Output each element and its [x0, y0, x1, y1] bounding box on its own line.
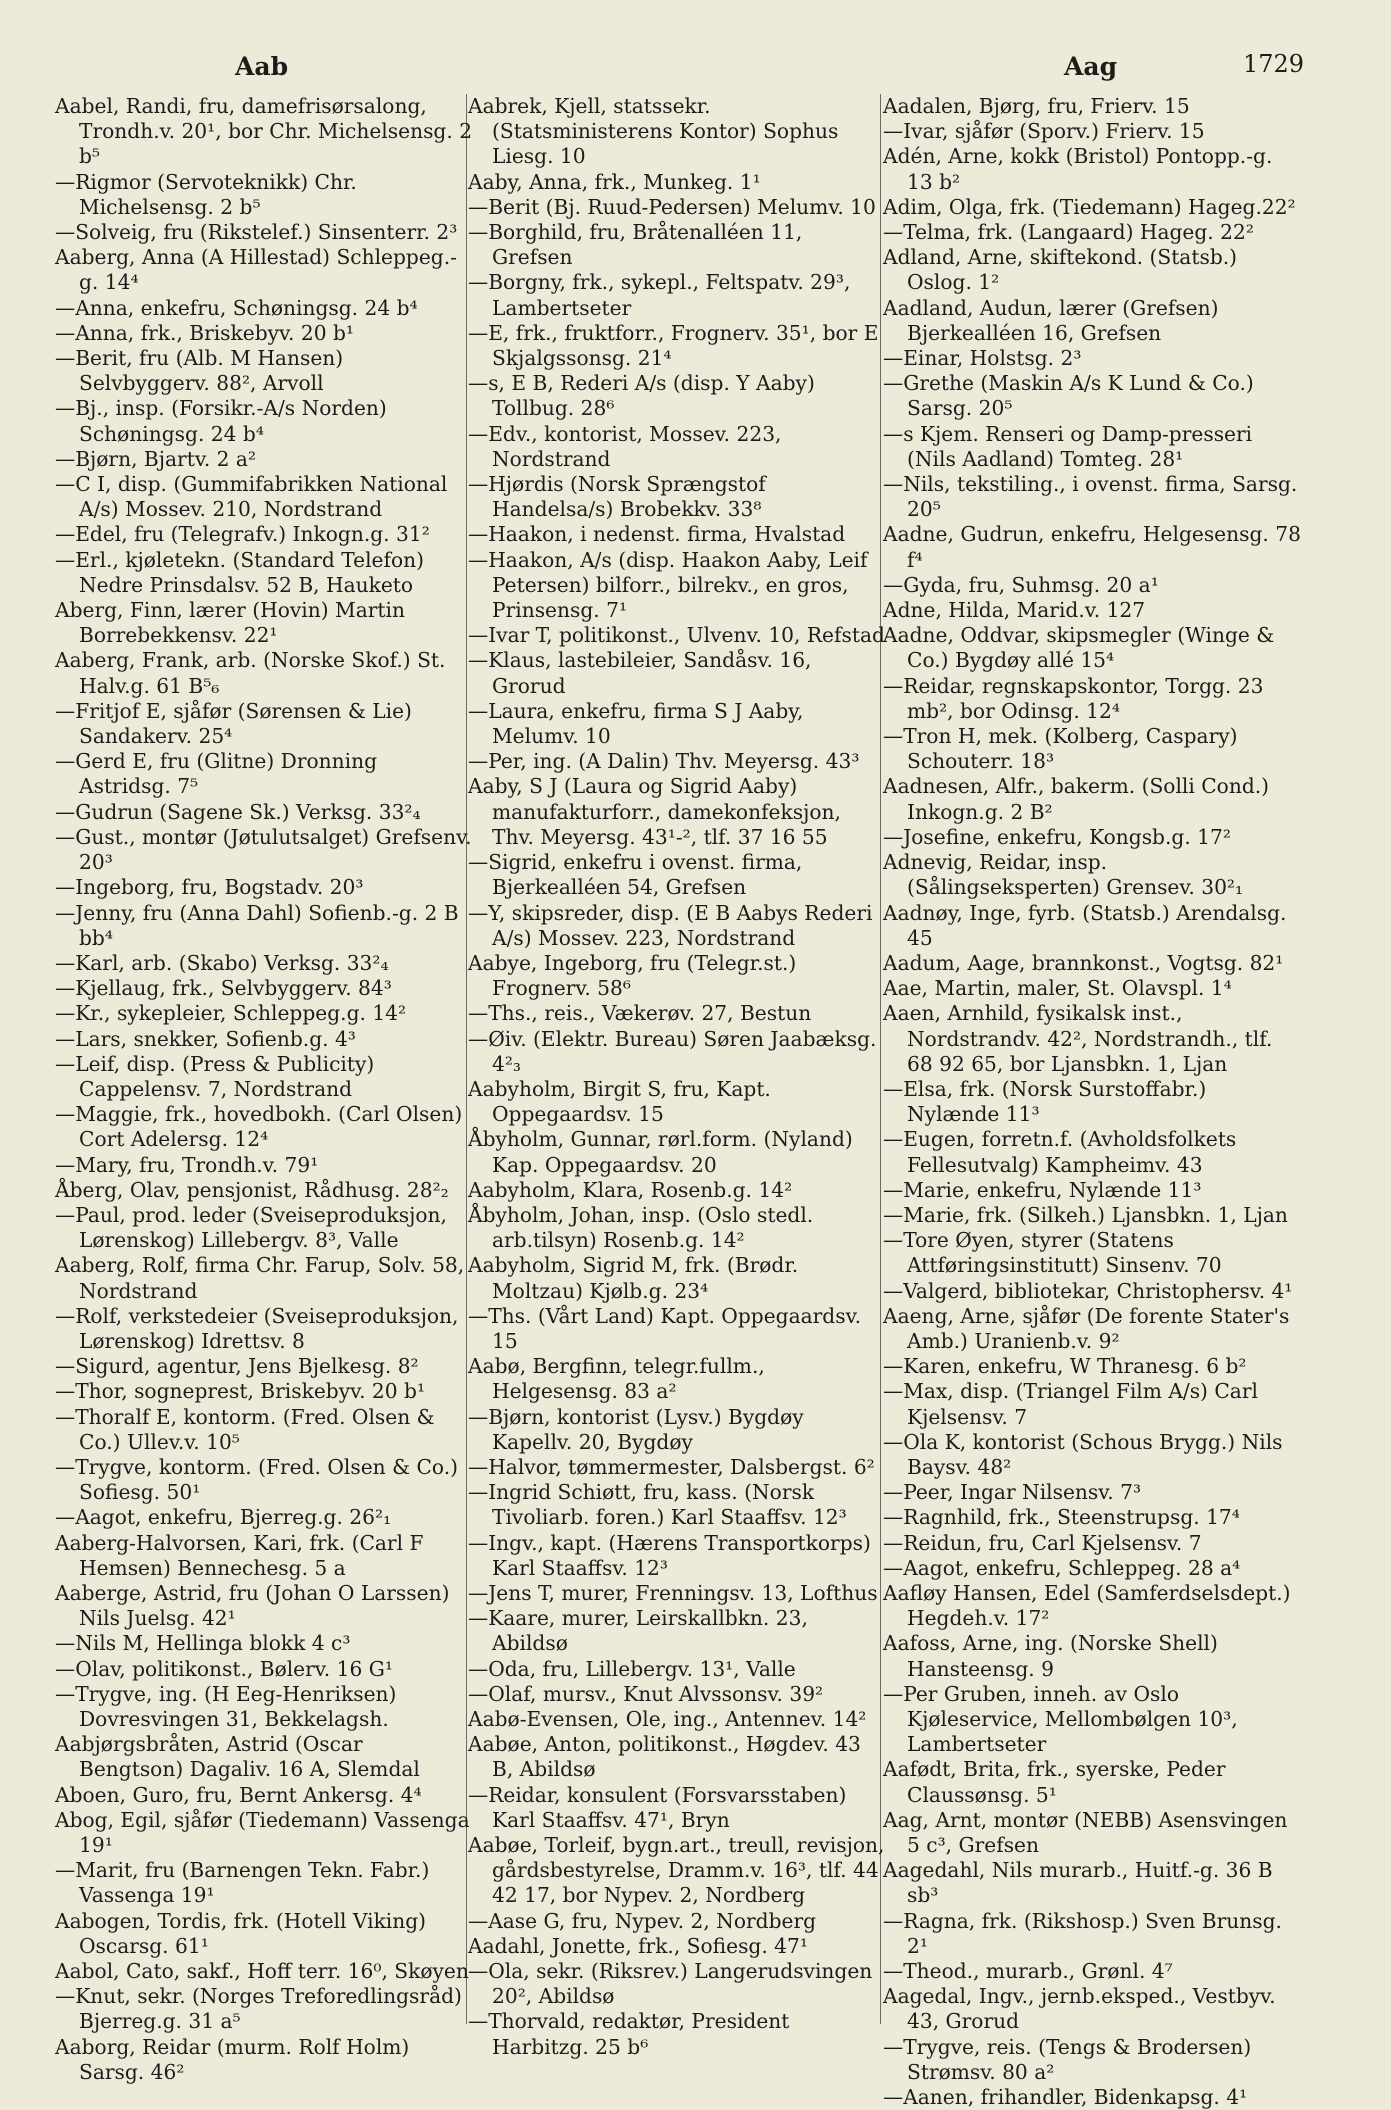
directory-entry: —Berit, fru (Alb. M Hansen) Selvbyggerv. 88², Arvoll — [55, 346, 344, 396]
directory-entry: —Elsa, frk. (Norsk Surstoffabr.) Nylænde 11³ — [883, 1076, 1207, 1127]
directory-entry: —Ola K, kontorist (Schous Brygg.) Nils Baysv. 48² — [883, 1429, 1283, 1479]
directory-entry: —Olav, politikonst., Bølerv. 16 G¹ — [55, 1656, 393, 1681]
directory-entry: Aabø-Evensen, Ole, ing., Antennev. 14² — [468, 1707, 867, 1731]
directory-column-2 — [468, 94, 886, 2059]
directory-entry: —Edel, fru (Telegrafv.) Inkogn.g. 31² — [55, 522, 430, 547]
directory-entry: Aabyholm, Klara, Rosenb.g. 14² — [468, 1177, 793, 1202]
directory-entry: —Borghild, fru, Bråtenalléen 11, Grefsen — [468, 220, 803, 270]
directory-entry: Aafoss, Arne, ing. (Norske Shell) Hansteensg. 9 — [883, 1631, 1218, 1681]
directory-entry: Åbyholm, Johan, insp. (Oslo stedl. arb.tilsyn) Rosenb.g. 14² — [468, 1202, 814, 1253]
directory-entry: —Karen, enkefru, W Thranesg. 6 b² — [883, 1354, 1247, 1379]
header-right-guide-word: Aag — [1064, 52, 1118, 81]
directory-entry: —Berit (Bj. Ruud-Pedersen) Melumv. 10 — [468, 194, 876, 219]
directory-entry: —Fritjof E, sjåfør (Sørensen & Lie) Sandakerv. 25⁴ — [55, 698, 412, 749]
directory-entry: Aaborg, Reidar (murm. Rolf Holm) Sarsg. 46² — [55, 2034, 410, 2084]
directory-entry: —Knut, sekr. (Norges Treforedlingsråd) Bjerreg.g. 31 a⁵ — [55, 1984, 462, 2034]
directory-entry: Aabyholm, Sigrid M, frk. (Brødr. Moltzau) Kjølb.g. 23⁴ — [468, 1253, 799, 1303]
directory-entry: Aadland, Audun, lærer (Grefsen) Bjerkealléen 16, Grefsen — [883, 295, 1219, 345]
directory-entry: Aabel, Randi, fru, damefrisørsalong, Trondh.v. 20¹, bor Chr. Michelsensg. 2 b⁵ — [55, 94, 473, 169]
directory-entry: —Lars, snekker, Sofienb.g. 4³ — [55, 1026, 356, 1051]
directory-entry: —Kjellaug, frk., Selvbyggerv. 84³ — [55, 976, 392, 1001]
directory-entry: Aabøe, Torleif, bygn.art., treull, revisjon, gårdsbestyrelse, Dramm.v. 16³, tlf. 44 42 17, bor Nypev. 2, Nordberg — [468, 1833, 885, 1908]
directory-entry: Adne, Hilda, Marid.v. 127 — [883, 598, 1146, 623]
directory-entry: —Trygve, reis. (Tengs & Brodersen) Strømsv. 80 a² — [883, 2034, 1252, 2084]
directory-column-3 — [883, 94, 1301, 2110]
directory-entry: —Ingrid Schiøtt, fru, kass. (Norsk Tivoliarb. foren.) Karl Staaffsv. 12³ — [468, 1480, 847, 1530]
directory-entry: —Marit, fru (Barnengen Tekn. Fabr.) Vassenga 19¹ — [55, 1858, 430, 1908]
directory-entry: Adim, Olga, frk. (Tiedemann) Hageg.22² — [883, 194, 1296, 219]
directory-entry: —Valgerd, bibliotekar, Christophersv. 4¹ — [883, 1278, 1293, 1303]
directory-entry: Aadnesen, Alfr., bakerm. (Solli Cond.) Inkogn.g. 2 B² — [883, 774, 1270, 824]
directory-entry: —Max, disp. (Triangel Film A/s) Carl Kjelsensv. 7 — [883, 1379, 1258, 1429]
directory-entry: —Klaus, lastebileier, Sandåsv. 16, Grorud — [468, 648, 812, 698]
directory-entry: Aaberg, Frank, arb. (Norske Skof.) St. Halv.g. 61 B⁵₆ — [55, 648, 446, 698]
directory-entry: —Trygve, ing. (H Eeg-Henriksen) Dovresvingen 31, Bekkelagsh. — [55, 1681, 397, 1731]
directory-entry: —Reidar, konsulent (Forsvarsstaben) Karl Staaffsv. 47¹, Bryn — [468, 1782, 847, 1832]
directory-entry: Aafløy Hansen, Edel (Samferdselsdept.) Hegdeh.v. 17² — [883, 1580, 1291, 1631]
directory-entry: Aaeng, Arne, sjåfør (De forente Stater's Amb.) Uranienb.v. 9² — [883, 1303, 1290, 1353]
directory-entry: Aaberg-Halvorsen, Kari, frk. (Carl F Hemsen) Bennechesg. 5 a — [55, 1530, 424, 1580]
directory-entry: —Ivar, sjåfør (Sporv.) Frierv. 15 — [883, 119, 1205, 144]
directory-entry: —Trygve, kontorm. (Fred. Olsen & Co.) Sofiesg. 50¹ — [55, 1454, 458, 1505]
directory-entry: —Paul, prod. leder (Sveiseproduksjon, Lørenskog) Lillebergv. 8³, Valle — [55, 1202, 447, 1253]
directory-entry: —Hjørdis (Norsk Sprængstof Handelsa/s) Brobekkv. 33⁸ — [468, 472, 766, 522]
directory-entry: —Edv., kontorist, Mossev. 223, Nordstrand — [468, 421, 782, 471]
directory-entry: —Haakon, A/s (disp. Haakon Aaby, Leif Petersen) bilforr., bilrekv., en gros, Prinsensg. 7¹ — [468, 547, 868, 623]
directory-entry: —Einar, Holstsg. 2³ — [883, 346, 1082, 371]
directory-entry: Åberg, Olav, pensjonist, Rådhusg. 28²₂ — [55, 1177, 449, 1202]
directory-entry: —Per Gruben, inneh. av Oslo Kjøleservice, Mellombølgen 10³, Lambertseter — [883, 1681, 1238, 1757]
directory-entry: Aabol, Cato, sakf., Hoff terr. 16⁰, Skøyen — [55, 1959, 469, 1984]
directory-entry: Åbyholm, Gunnar, rørl.form. (Nyland) Kap. Oppegaardsv. 20 — [468, 1127, 853, 1177]
directory-entry: Aaen, Arnhild, fysikalsk inst., Nordstrandv. 42², Nordstrandh., tlf. 68 92 65, bor Ljansbkn. 1, Ljan — [883, 1001, 1273, 1076]
directory-entry: —Grethe (Maskin A/s K Lund & Co.) Sarsg. 20⁵ — [883, 371, 1254, 421]
directory-entry: Aadalen, Bjørg, fru, Frierv. 15 — [883, 94, 1190, 118]
directory-entry: —Bjørn, Bjartv. 2 a² — [55, 446, 257, 471]
directory-entry: —Tore Øyen, styrer (Statens Attføringsinstitutt) Sinsenv. 70 — [883, 1228, 1222, 1278]
directory-entry: —Aanen, frihandler, Bidenkapsg. 4¹ — [883, 2085, 1248, 2110]
directory-entry: —Erl., kjøletekn. (Standard Telefon) Nedre Prinsdalsv. 52 B, Hauketo — [55, 547, 425, 597]
directory-entry: —Thor, sogneprest, Briskebyv. 20 b¹ — [55, 1379, 426, 1404]
directory-entry: —s Kjem. Renseri og Damp-presseri (Nils Aadland) Tomteg. 28¹ — [883, 421, 1253, 471]
directory-entry: —Borgny, frk., sykepl., Feltspatv. 29³, Lambertseter — [468, 270, 851, 320]
directory-entry: —Karl, arb. (Skabo) Verksg. 33²₄ — [55, 950, 389, 975]
directory-entry: —Jens T, murer, Frenningsv. 13, Lofthus — [468, 1580, 878, 1605]
directory-entry: —Kaare, murer, Leirskallbkn. 23, Abildsø — [468, 1606, 808, 1656]
directory-entry: Aagedahl, Nils murarb., Huitf.-g. 36 B sb³ — [883, 1858, 1273, 1908]
directory-entry: —Reidun, fru, Carl Kjelsensv. 7 — [883, 1530, 1202, 1555]
directory-entry: —Marie, frk. (Silkeh.) Ljansbkn. 1, Ljan — [883, 1202, 1288, 1227]
directory-entry: Aabye, Ingeborg, fru (Telegr.st.) Frognerv. 58⁶ — [468, 950, 797, 1001]
directory-entry: Aae, Martin, maler, St. Olavspl. 1⁴ — [883, 976, 1232, 1001]
directory-entry: —E, frk., fruktforr., Frognerv. 35¹, bor E Skjalgssonsg. 21⁴ — [468, 320, 879, 371]
directory-entry: —Bj., insp. (Forsikr.-A/s Norden) Schøningsg. 24 b⁴ — [55, 396, 387, 446]
directory-entry: Aaby, S J (Laura og Sigrid Aaby) manufakturforr., damekonfeksjon, Thv. Meyersg. 43¹-², tlf. 37 16 55 — [468, 774, 841, 849]
directory-entry: —Tron H, mek. (Kolberg, Caspary) Schouterr. 18³ — [883, 724, 1238, 774]
directory-entry: Aag, Arnt, montør (NEBB) Asensvingen 5 c³, Grefsen — [883, 1807, 1288, 1858]
directory-entry: —Rigmor (Servoteknikk) Chr. Michelsensg. 2 b⁵ — [55, 169, 357, 219]
directory-entry: —Laura, enkefru, firma S J Aaby, Melumv. 10 — [468, 698, 804, 749]
directory-entry: —Ingv., kapt. (Hærens Transportkorps) Karl Staaffsv. 12³ — [468, 1530, 871, 1580]
directory-entry: —Haakon, i nedenst. firma, Hvalstad — [468, 522, 846, 547]
directory-entry: —Aase G, fru, Nypev. 2, Nordberg — [468, 1908, 817, 1933]
directory-entry: —Ingeborg, fru, Bogstadv. 20³ — [55, 875, 364, 900]
directory-entry: —Reidar, regnskapskontor, Torgg. 23 mb², bor Odinsg. 12⁴ — [883, 673, 1264, 723]
directory-entry: —Ivar T, politikonst., Ulvenv. 10, Refstad — [468, 623, 885, 648]
directory-entry: Aabøe, Anton, politikonst., Høgdev. 43 B, Abildsø — [468, 1732, 861, 1782]
directory-entry: —Aagot, enkefru, Bjerreg.g. 26²₁ — [55, 1505, 392, 1530]
directory-entry: —Mary, fru, Trondh.v. 79¹ — [55, 1152, 319, 1177]
directory-entry: —Y, skipsreder, disp. (E B Aabys Rederi A/s) Mossev. 223, Nordstrand — [468, 900, 873, 950]
directory-entry: —Thoralf E, kontorm. (Fred. Olsen & Co.) Ullev.v. 10⁵ — [55, 1404, 435, 1454]
directory-entry: —Ths. (Vårt Land) Kapt. Oppegaardsv. 15 — [468, 1303, 862, 1353]
directory-entry: Aagedal, Ingv., jernb.eksped., Vestbyv. 43, Grorud — [883, 1984, 1276, 2034]
directory-entry: Aabø, Bergfinn, telegr.fullm., Helgesensg. 83 a² — [468, 1354, 765, 1404]
directory-entry: Aadnøy, Inge, fyrb. (Statsb.) Arendalsg. 45 — [883, 900, 1287, 950]
directory-entry: —Sigrid, enkefru i ovenst. firma, Bjerkealléen 54, Grefsen — [468, 850, 803, 900]
directory-entry: Aabogen, Tordis, frk. (Hotell Viking) Oscarsg. 61¹ — [55, 1908, 427, 1958]
directory-entry: —Josefine, enkefru, Kongsb.g. 17² — [883, 824, 1231, 849]
directory-entry: —Halvor, tømmermester, Dalsbergst. 6² — [468, 1454, 875, 1479]
page-header — [0, 0, 1391, 96]
directory-entry: Adnevig, Reidar, insp. (Sålingseksperten) Grensev. 30²₁ — [883, 850, 1244, 900]
directory-entry: —Rolf, verkstedeier (Sveiseproduksjon, Lørenskog) Idrettsv. 8 — [55, 1303, 459, 1353]
directory-entry: —Gyda, fru, Suhmsg. 20 a¹ — [883, 572, 1159, 597]
directory-entry: Aafødt, Brita, frk., syerske, Peder Claussønsg. 5¹ — [883, 1757, 1226, 1807]
directory-entry: —Kr., sykepleier, Schleppeg.g. 14² — [55, 1001, 407, 1026]
directory-entry: Aabrek, Kjell, statssekr. (Statsministerens Kontor) Sophus Liesg. 10 — [468, 94, 839, 169]
directory-entry: —Eugen, forretn.f. (Avholdsfolkets Fellesutvalg) Kampheimv. 43 — [883, 1127, 1237, 1177]
directory-entry: —Marie, enkefru, Nylænde 11³ — [883, 1177, 1202, 1202]
directory-entry: —Ola, sekr. (Riksrev.) Langerudsvingen 20², Abildsø — [468, 1959, 873, 2009]
directory-entry: —Ths., reis., Vækerøv. 27, Bestun — [468, 1001, 812, 1026]
directory-entry: —Ragna, frk. (Rikshosp.) Sven Brunsg. 2¹ — [883, 1908, 1282, 1958]
directory-entry: —Øiv. (Elektr. Bureau) Søren Jaabæksg. 4²₃ — [468, 1026, 877, 1076]
directory-entry: Aabyholm, Birgit S, fru, Kapt. Oppegaardsv. 15 — [468, 1076, 771, 1127]
directory-entry: —Solveig, fru (Rikstelef.) Sinsenterr. 2³ — [55, 220, 458, 245]
directory-entry: Aberg, Finn, lærer (Hovin) Martin Borrebekkensv. 22¹ — [55, 598, 405, 648]
directory-entry: —s, E B, Rederi A/s (disp. Y Aaby) Tollbug. 28⁶ — [468, 371, 815, 421]
directory-entry: —Gudrun (Sagene Sk.) Verksg. 33²₄ — [55, 799, 421, 824]
directory-entry: —Telma, frk. (Langaard) Hageg. 22² — [883, 220, 1254, 245]
directory-entry: —Nils M, Hellinga blokk 4 c³ — [55, 1631, 351, 1656]
directory-entry: Adén, Arne, kokk (Bristol) Pontopp.-g. 13 b² — [883, 144, 1273, 194]
directory-entry: —Aagot, enkefru, Schleppeg. 28 a⁴ — [883, 1555, 1241, 1580]
directory-entry: —Anna, frk., Briskebyv. 20 b¹ — [55, 320, 355, 345]
directory-entry: —Gerd E, fru (Glitne) Dronning Astridsg. 7⁵ — [55, 749, 378, 799]
directory-entry: —Ragnhild, frk., Steenstrupsg. 17⁴ — [883, 1505, 1240, 1530]
directory-entry: —Maggie, frk., hovedbokh. (Carl Olsen) Cort Adelersg. 12⁴ — [55, 1102, 463, 1152]
directory-entry: —Theod., murarb., Grønl. 4⁷ — [883, 1959, 1173, 1984]
directory-entry: —Oda, fru, Lillebergv. 13¹, Valle — [468, 1656, 796, 1681]
directory-entry: —Nils, tekstiling., i ovenst. firma, Sarsg. 20⁵ — [883, 472, 1298, 522]
directory-entry: —Thorvald, redaktør, President Harbitzg. 25 b⁶ — [468, 2009, 790, 2059]
directory-entry: —Per, ing. (A Dalin) Thv. Meyersg. 43³ — [468, 749, 860, 774]
page-number: 1729 — [1243, 50, 1305, 78]
directory-entry: Aadne, Gudrun, enkefru, Helgesensg. 78 f⁴ — [883, 522, 1301, 572]
directory-entry: Aadne, Oddvar, skipsmegler (Winge & Co.) Bygdøy allé 15⁴ — [883, 623, 1275, 673]
directory-entry: —Sigurd, agentur, Jens Bjelkesg. 8² — [55, 1354, 419, 1379]
directory-entry: Aaberg, Rolf, firma Chr. Farup, Solv. 58, Nordstrand — [55, 1253, 465, 1303]
header-left-guide-word: Aab — [235, 52, 289, 81]
directory-entry: Aaberg, Anna (A Hillestad) Schleppeg.-g. 14⁴ — [55, 245, 457, 295]
directory-entry: —Leif, disp. (Press & Publicity) Cappelensv. 7, Nordstrand — [55, 1051, 375, 1101]
directory-entry: Aadahl, Jonette, frk., Sofiesg. 47¹ — [468, 1933, 808, 1958]
directory-entry: —C I, disp. (Gummifabrikken National A/s) Mossev. 210, Nordstrand — [55, 472, 448, 522]
directory-entry: Aboen, Guro, fru, Bernt Ankersg. 4⁴ — [55, 1782, 422, 1807]
directory-entry: —Jenny, fru (Anna Dahl) Sofienb.-g. 2 B bb⁴ — [55, 900, 459, 950]
directory-entry: Abog, Egil, sjåfør (Tiedemann) Vassenga 19¹ — [55, 1807, 470, 1858]
directory-column-1 — [55, 94, 473, 2084]
directory-entry: —Gust., montør (Jøtulutsalget) Grefsenv. 20³ — [55, 824, 472, 875]
directory-entry: Aaby, Anna, frk., Munkeg. 1¹ — [468, 169, 761, 194]
directory-entry: —Bjørn, kontorist (Lysv.) Bygdøy Kapellv. 20, Bygdøy — [468, 1404, 804, 1454]
directory-entry: —Olaf, mursv., Knut Alvssonsv. 39² — [468, 1681, 824, 1706]
directory-entry: —Anna, enkefru, Schøningsg. 24 b⁴ — [55, 295, 418, 320]
directory-entry: Aabjørgsbråten, Astrid (Oscar Bengtson) Dagaliv. 16 A, Slemdal — [55, 1732, 420, 1782]
directory-entry: Adland, Arne, skiftekond. (Statsb.) Oslog. 1² — [883, 245, 1238, 295]
directory-entry: —Peer, Ingar Nilsensv. 7³ — [883, 1480, 1142, 1505]
directory-columns — [55, 94, 1345, 2110]
directory-entry: Aadum, Aage, brannkonst., Vogtsg. 82¹ — [883, 950, 1284, 975]
directory-entry: Aaberge, Astrid, fru (Johan O Larssen) Nils Juelsg. 42¹ — [55, 1580, 450, 1631]
